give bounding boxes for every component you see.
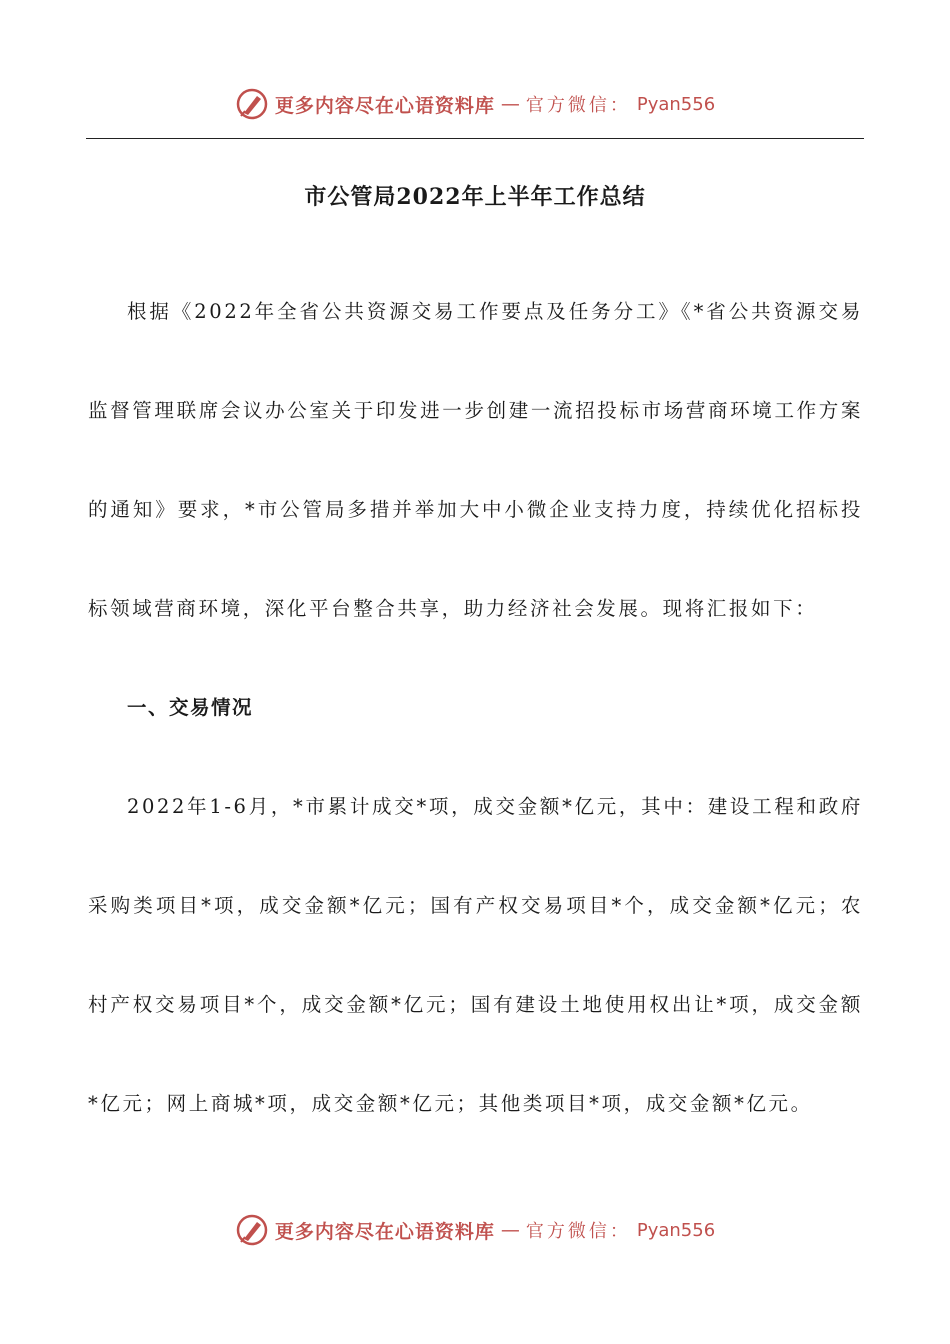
watermark-contact-value: Pyan556 — [636, 93, 716, 115]
watermark-brand-text: 更多内容尽在心语资料库 — [274, 94, 495, 117]
document-body — [88, 262, 863, 1153]
watermark-contact-label: 官方微信： — [525, 1221, 631, 1242]
pen-nib-logo-icon — [235, 87, 269, 121]
section-heading: 一、交易情况 — [127, 696, 254, 719]
watermark-contact-value: Pyan556 — [636, 1219, 716, 1241]
pen-nib-logo-icon — [235, 1213, 269, 1247]
header-watermark — [0, 84, 950, 124]
intro-paragraph: 根据《2022年全省公共资源交易工作要点及任务分工》《*省公共资源交易监督管理联席会议办公室关于印发进一步创建一流招投标市场营商环境工作方案的通知》要求，*市公管局多措并举加大中小微企业支持力度，持续优化招标投标领域营商环境，深化平台整合共享，助力经济社会发展。现将汇报如下： — [88, 300, 863, 620]
document-title: 市公管局2022年上半年工作总结 — [304, 184, 646, 210]
transaction-paragraph: 2022年1-6月，*市累计成交*项，成交金额*亿元，其中：建设工程和政府采购类项目*项，成交金额*亿元；国有产权交易项目*个，成交金额*亿元；农村产权交易项目*个，成交金额*亿元；国有建设土地使用权出让*项，成交金额*亿元；网上商城*项，成交金额*亿元；其他类项目*项，成交金额*亿元。 — [88, 795, 863, 1115]
watermark-brand-text: 更多内容尽在心语资料库 — [274, 1220, 495, 1243]
watermark-separator: — — [500, 1219, 520, 1241]
header-divider — [86, 138, 864, 139]
watermark-separator: — — [500, 93, 520, 115]
footer-watermark — [0, 1210, 950, 1250]
watermark-contact-label: 官方微信： — [525, 95, 631, 116]
